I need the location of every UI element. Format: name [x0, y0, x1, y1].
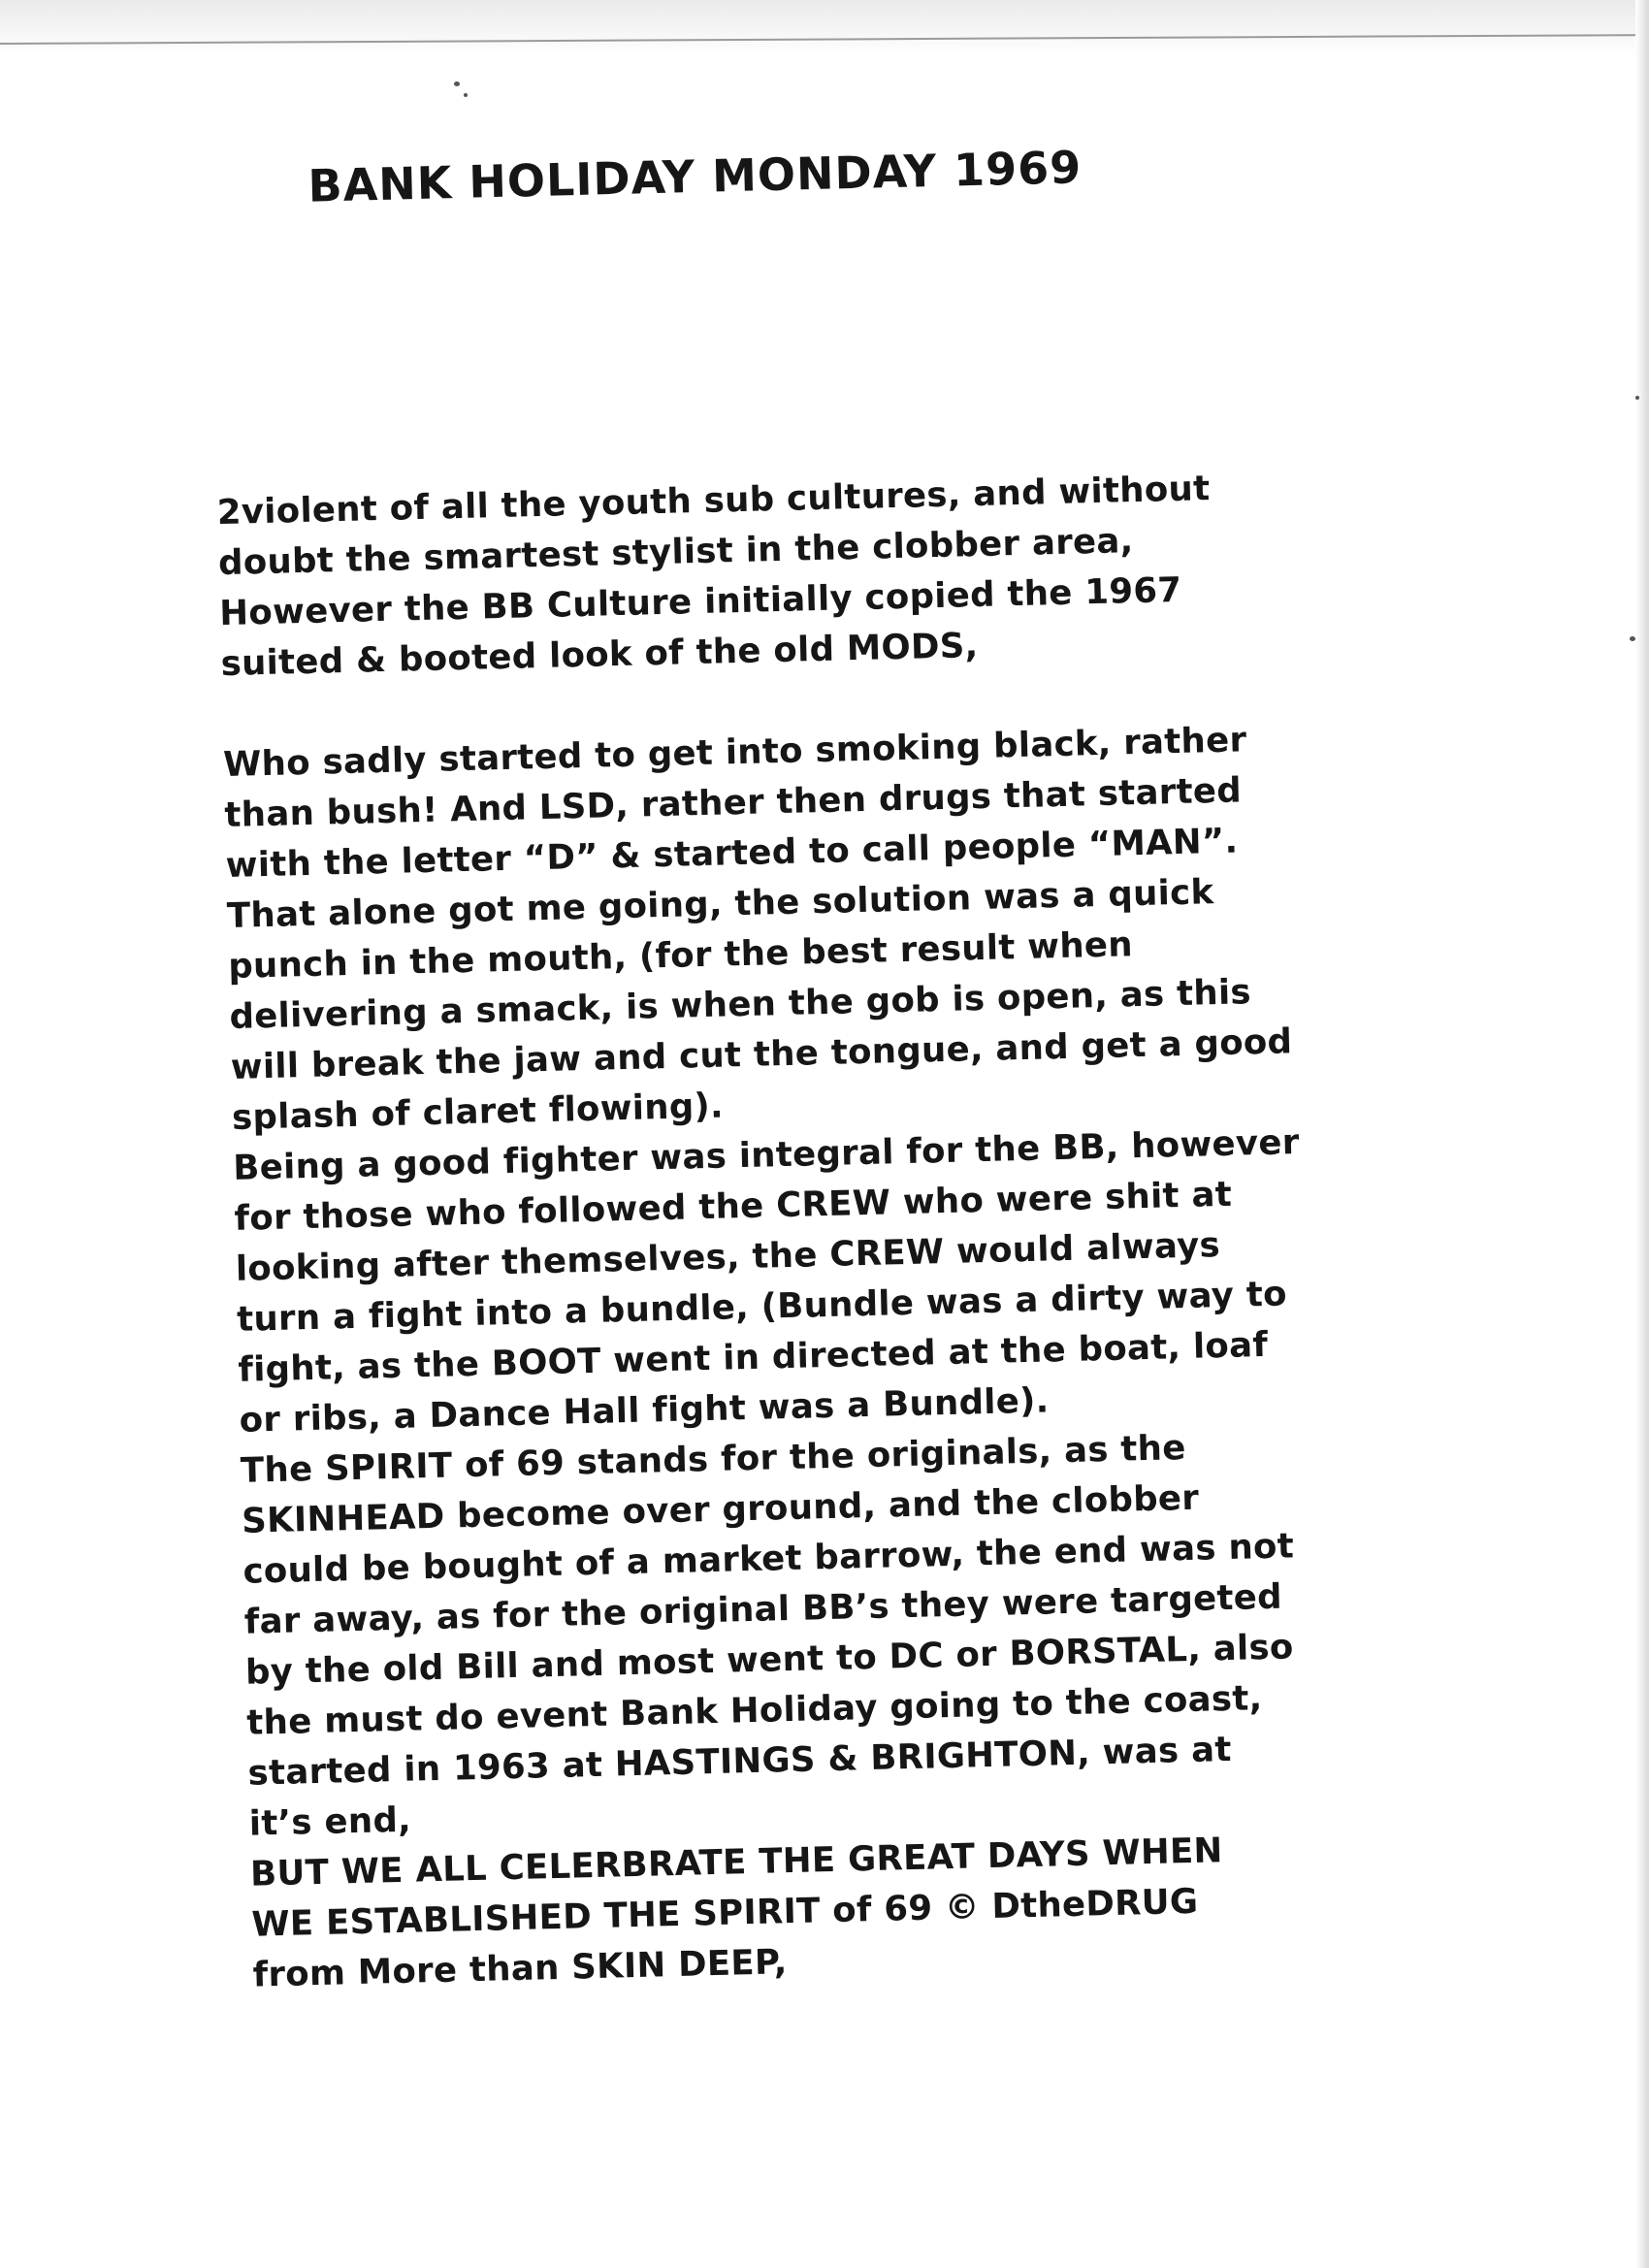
text-line: However the BB Culture initially copied the 1967	[218, 569, 1182, 634]
text-line: delivering a smack, is when the gob is open, as this	[229, 972, 1252, 1037]
text-line: will break the jaw and cut the tongue, and get a good	[230, 1021, 1293, 1087]
text-line: WE ESTABLISHED THE SPIRIT of 69 © DtheDRUG	[250, 1881, 1199, 1945]
text-line: Who sadly started to get into smoking black, rather	[222, 720, 1247, 786]
text-line: the must do event Bank Holiday going to the coast,	[245, 1678, 1263, 1743]
text-line: The SPIRIT of 69 stands for the originals, as the	[240, 1428, 1187, 1491]
scan-speck	[1635, 396, 1639, 400]
text-line: or ribs, a Dance Hall fight was a Bundle).	[239, 1380, 1050, 1441]
text-line: could be bought of a market barrow, the end was not	[242, 1526, 1295, 1592]
text-line: by the old Bill and most went to DC or BORSTAL, also	[244, 1627, 1295, 1693]
text-line: from More than SKIN DEEP,	[252, 1942, 789, 1995]
text-line: splash of claret flowing).	[231, 1085, 725, 1138]
text-line: SKINHEAD become over ground, and the clobber	[241, 1477, 1200, 1541]
text-line: fight, as the BOOT went in directed at the boat, loaf	[237, 1324, 1269, 1390]
document-body	[216, 461, 1378, 2001]
text-line: Being a good fighter was integral for the BB, however	[232, 1122, 1301, 1188]
text-line: it’s end,	[248, 1799, 412, 1844]
text-line: 2violent of all the youth sub cultures, and without	[216, 469, 1211, 534]
text-line: looking after themselves, the CREW would always	[235, 1225, 1221, 1289]
text-line: turn a fight into a bundle, (Bundle was a dirty way to	[236, 1274, 1288, 1340]
document-title: BANK HOLIDAY MONDAY 1969	[307, 141, 1083, 212]
paragraph-1	[216, 461, 1346, 690]
text-line: far away, as for the original BB’s they were targeted	[243, 1576, 1283, 1642]
text-line: BUT WE ALL CELERBRATE THE GREAT DAYS WHEN	[249, 1831, 1223, 1895]
text-line: with the letter “D” & started to call people “MAN”.	[225, 821, 1239, 887]
text-line: than bush! And LSD, rather then drugs that started	[223, 770, 1243, 836]
text-line: for those who followed the CREW who were shit at	[234, 1174, 1233, 1239]
text-line: started in 1963 at HASTINGS & BRIGHTON, was at	[247, 1729, 1233, 1794]
paragraph-2	[223, 713, 1378, 2001]
text-line: That alone got me going, the solution was a quick	[226, 872, 1214, 936]
text-line: doubt the smartest stylist in the clobber area,	[217, 521, 1134, 584]
text-line: punch in the mouth, (for the best result when	[227, 924, 1134, 987]
text-line: suited & booted look of the old MODS,	[220, 626, 979, 685]
